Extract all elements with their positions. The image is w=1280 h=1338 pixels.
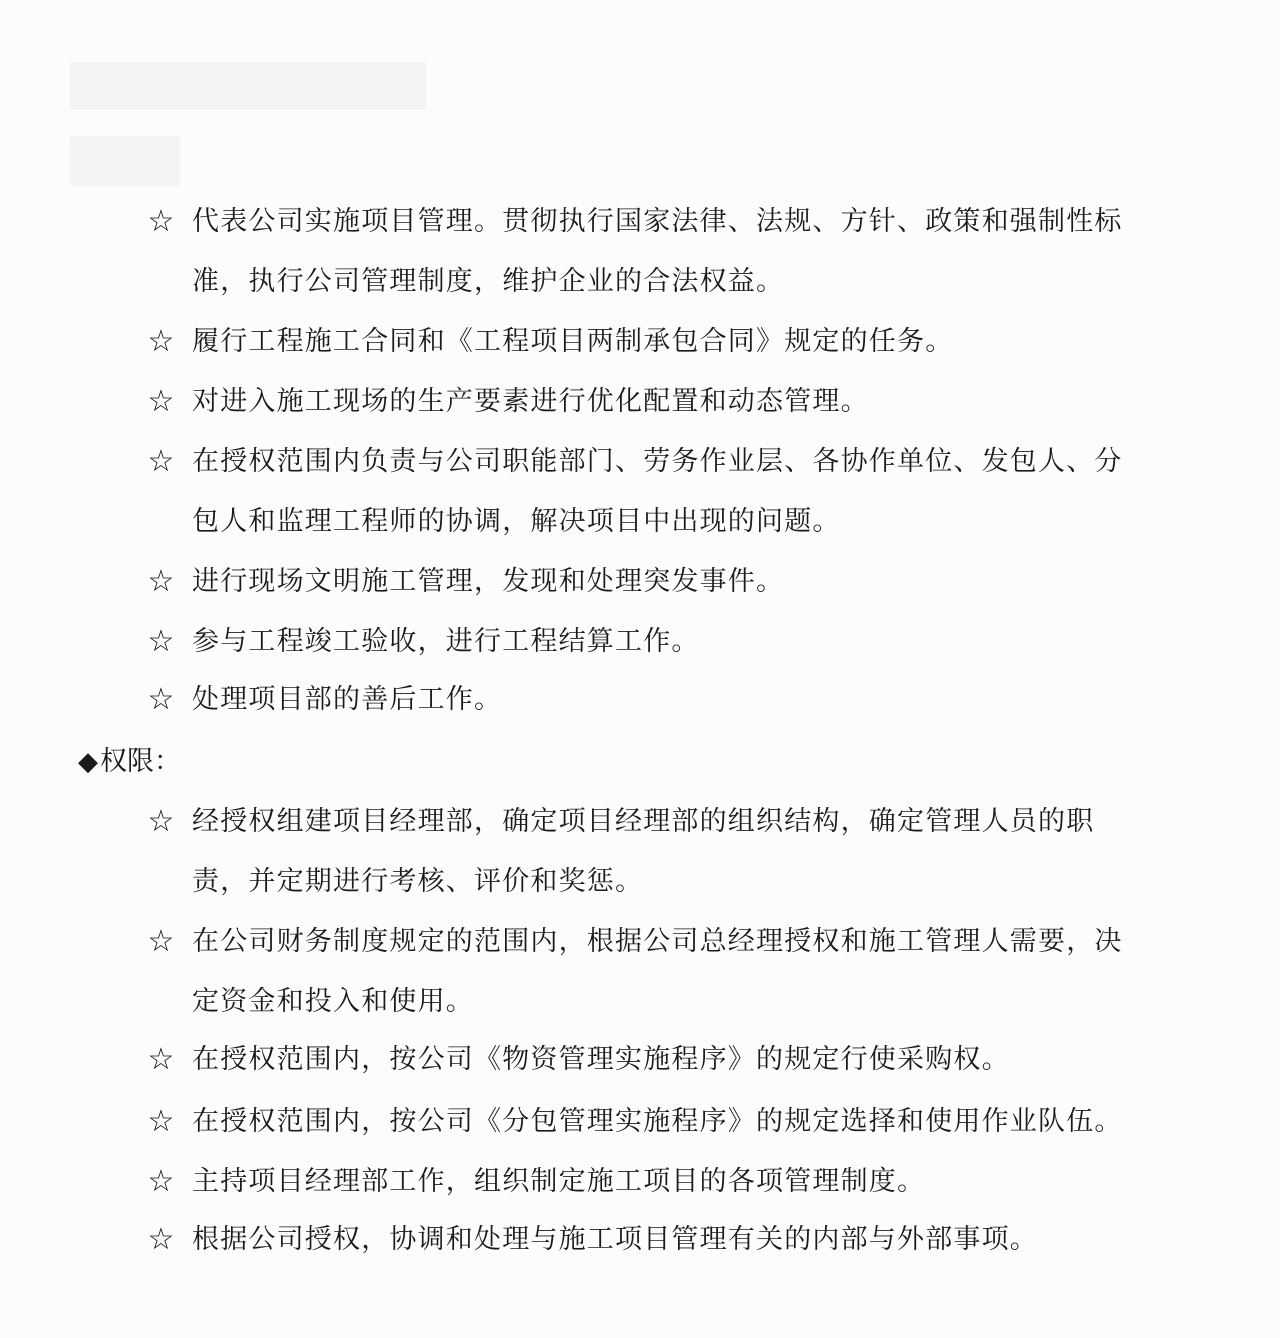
section-heading-authority xyxy=(78,732,181,792)
section-title: 权限： xyxy=(100,746,181,777)
star-icon: ☆ xyxy=(147,204,175,239)
star-icon: ☆ xyxy=(147,444,175,479)
list-item-text: 进行现场文明施工管理，发现和处理突发事件。 xyxy=(192,566,785,597)
list-item-text: 根据公司授权，协调和处理与施工项目管理有关的内部与外部事项。 xyxy=(192,1224,1038,1255)
list-item-text: 处理项目部的善后工作。 xyxy=(192,684,503,715)
list-item-text: 对进入施工现场的生产要素进行优化配置和动态管理。 xyxy=(192,386,869,417)
list-item-text: 参与工程竣工验收，进行工程结算工作。 xyxy=(192,626,700,657)
list-item-text: 经授权组建项目经理部，确定项目经理部的组织结构，确定管理人员的职责，并定期进行考核、评价和奖惩。 xyxy=(192,806,1095,897)
star-icon: ☆ xyxy=(147,924,175,959)
star-icon: ☆ xyxy=(147,682,175,717)
diamond-bullet-icon: ◆ xyxy=(78,747,98,777)
list-item-text: 在授权范围内，按公司《物资管理实施程序》的规定行使采购权。 xyxy=(192,1044,1010,1075)
star-icon: ☆ xyxy=(147,324,175,359)
star-icon: ☆ xyxy=(147,564,175,599)
list-item-text: 在公司财务制度规定的范围内，根据公司总经理授权和施工管理人需要，决定资金和投入和使用。 xyxy=(192,926,1123,1017)
star-icon: ☆ xyxy=(147,1042,175,1077)
list-item-text: 主持项目经理部工作，组织制定施工项目的各项管理制度。 xyxy=(192,1166,926,1197)
redacted-subheader xyxy=(70,136,180,186)
list-item-text: 在授权范围内负责与公司职能部门、劳务作业层、各协作单位、发包人、分包人和监理工程师的协调，解决项目中出现的问题。 xyxy=(192,446,1123,537)
list-item-text: 代表公司实施项目管理。贯彻执行国家法律、法规、方针、政策和强制性标准，执行公司管理制度，维护企业的合法权益。 xyxy=(192,206,1123,297)
list-item-text: 在授权范围内，按公司《分包管理实施程序》的规定选择和使用作业队伍。 xyxy=(192,1106,1123,1137)
star-icon: ☆ xyxy=(147,1104,175,1139)
star-icon: ☆ xyxy=(147,1222,175,1257)
star-icon: ☆ xyxy=(147,804,175,839)
star-icon: ☆ xyxy=(147,624,175,659)
star-icon: ☆ xyxy=(147,384,175,419)
list-item-text: 履行工程施工合同和《工程项目两制承包合同》规定的任务。 xyxy=(192,326,954,357)
star-icon: ☆ xyxy=(147,1164,175,1199)
redacted-header xyxy=(70,62,426,110)
